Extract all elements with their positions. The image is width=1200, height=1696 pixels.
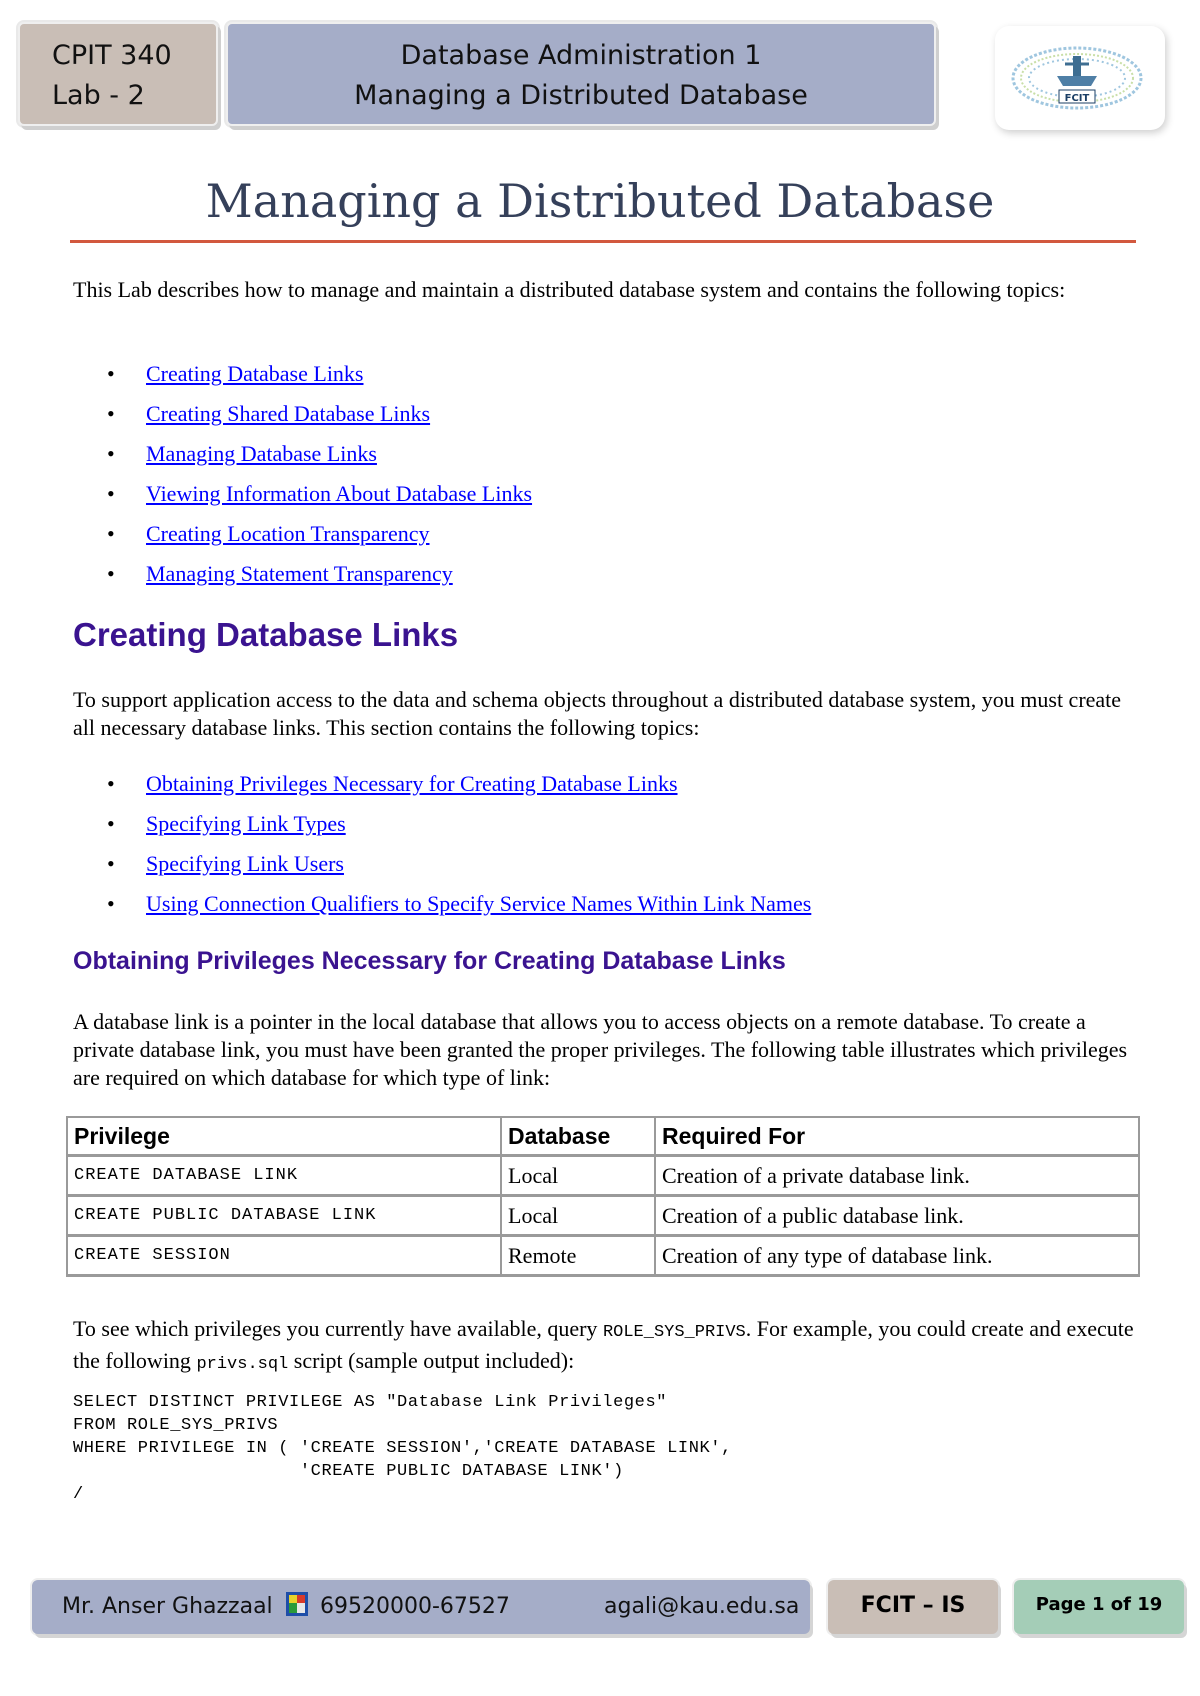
footer-email[interactable]: agali@kau.edu.sa xyxy=(604,1594,800,1619)
lab-title: Managing a Distributed Database xyxy=(354,80,808,111)
footer-phone: 69520000-67527 xyxy=(320,1594,510,1619)
link-using-connection-qualifiers[interactable]: Using Connection Qualifiers to Specify Service Names Within Link Names xyxy=(146,891,812,916)
table-cell: Creation of a public database link. xyxy=(656,1197,1140,1237)
table-cell: CREATE PUBLIC DATABASE LINK xyxy=(68,1197,502,1237)
header-title-box xyxy=(226,22,936,126)
table-cell: Creation of any type of database link. xyxy=(656,1237,1140,1277)
footer-page xyxy=(1014,1580,1184,1634)
link-obtaining-privileges[interactable]: Obtaining Privileges Necessary for Creating Database Links xyxy=(146,771,678,796)
link-specifying-link-types[interactable]: Specifying Link Types xyxy=(146,811,346,836)
link-creating-shared-database-links[interactable]: Creating Shared Database Links xyxy=(146,401,431,426)
footer-dept xyxy=(828,1580,998,1634)
footer-dept-label: FCIT – IS xyxy=(860,1593,966,1618)
table-row xyxy=(68,1157,1140,1197)
link-managing-statement-transparency[interactable]: Managing Statement Transparency xyxy=(146,561,453,586)
section-heading-obtaining-privileges: Obtaining Privileges Necessary for Creating Database Links xyxy=(73,947,786,975)
privileges-table xyxy=(66,1116,1140,1277)
phone-icon xyxy=(284,1590,310,1624)
table-cell: CREATE SESSION xyxy=(68,1237,502,1277)
table-cell: Local xyxy=(502,1157,656,1197)
title-rule xyxy=(70,240,1136,243)
section1-paragraph: To support application access to the data and schema objects throughout a distributed database system, you must create all necessary database links. This section contains the following topics: xyxy=(73,687,1122,740)
footer-info xyxy=(32,1580,810,1634)
privs-sql-code: privs.sql xyxy=(196,1355,289,1374)
section2-paragraph: A database link is a pointer in the local database that allows you to access objects on a remote database. To create a private database link, you must have been granted the proper privileges. The following table illustrates which privileges are required on which database for which type of link: xyxy=(73,1009,1128,1090)
table-cell: CREATE DATABASE LINK xyxy=(68,1157,502,1197)
sql-code-block: SELECT DISTINCT PRIVILEGE AS "Database Link Privileges" FROM ROLE_SYS_PRIVS WHERE PRIVILEGE IN ( 'CREATE SESSION','CREATE DATABASE LINK', 'CREATE PUBLIC DATABASE LINK') / xyxy=(73,1393,732,1504)
link-viewing-information[interactable]: Viewing Information About Database Links xyxy=(146,481,533,506)
table-row xyxy=(68,1237,1140,1277)
section-heading-creating-database-links: Creating Database Links xyxy=(73,616,459,653)
intro-paragraph: This Lab describes how to manage and maintain a distributed database system and contains the following topics: xyxy=(73,277,1066,302)
column-header: Database xyxy=(502,1118,656,1157)
course-code: CPIT 340 xyxy=(52,40,172,71)
table-header-row xyxy=(68,1118,1140,1157)
fcit-logo xyxy=(995,26,1165,130)
link-creating-location-transparency[interactable]: Creating Location Transparency xyxy=(146,521,430,546)
role-sys-privs-code: ROLE_SYS_PRIVS xyxy=(602,1323,746,1342)
lab-number: Lab - 2 xyxy=(52,80,145,111)
link-specifying-link-users[interactable]: Specifying Link Users xyxy=(146,851,344,876)
footer-author: Mr. Anser Ghazzaal xyxy=(62,1594,273,1619)
table-row xyxy=(68,1197,1140,1237)
table-cell: Remote xyxy=(502,1237,656,1277)
page-title: Managing a Distributed Database xyxy=(205,174,995,228)
column-header: Required For xyxy=(656,1118,1140,1157)
page-number: Page 1 of 19 xyxy=(1035,1594,1163,1615)
course-name: Database Administration 1 xyxy=(400,40,762,71)
table-cell: Local xyxy=(502,1197,656,1237)
column-header: Privilege xyxy=(68,1118,502,1157)
logo-text: FCIT xyxy=(1064,93,1090,104)
query-paragraph: To see which privileges you currently have available, query ROLE_SYS_PRIVS. For example, you could create and execute the following privs.sql script (sample output included): xyxy=(73,1316,1134,1374)
course-box xyxy=(18,22,218,126)
table-cell: Creation of a private database link. xyxy=(656,1157,1140,1197)
link-managing-database-links[interactable]: Managing Database Links xyxy=(146,441,377,466)
link-creating-database-links[interactable]: Creating Database Links xyxy=(146,361,364,386)
